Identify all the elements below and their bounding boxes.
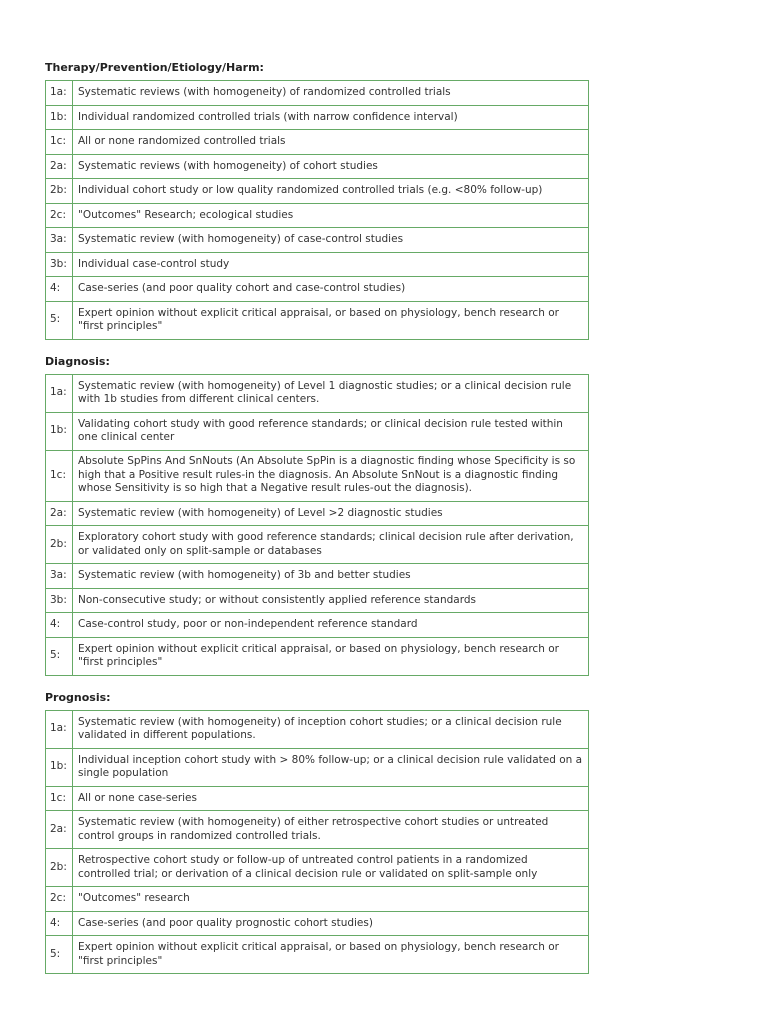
table-row <box>46 81 589 106</box>
table-row <box>46 412 589 450</box>
table-row <box>46 450 589 501</box>
table-row <box>46 637 589 675</box>
description-cell: Individual inception cohort study with > 80% follow-up; or a clinical decision rule validated on a single population <box>73 748 589 786</box>
table-row <box>46 811 589 849</box>
description-cell: Validating cohort study with good reference standards; or clinical decision rule tested within one clinical center <box>73 412 589 450</box>
table-row <box>46 588 589 613</box>
table-row <box>46 301 589 339</box>
level-cell: 4: <box>46 277 73 302</box>
level-cell: 1c: <box>46 786 73 811</box>
table-row <box>46 277 589 302</box>
level-cell: 2c: <box>46 203 73 228</box>
level-cell: 3a: <box>46 564 73 589</box>
description-cell: Individual randomized controlled trials (with narrow confidence interval) <box>73 105 589 130</box>
description-cell: Systematic review (with homogeneity) of case-control studies <box>73 228 589 253</box>
description-cell: Systematic reviews (with homogeneity) of cohort studies <box>73 154 589 179</box>
level-cell: 2b: <box>46 849 73 887</box>
table-row <box>46 228 589 253</box>
description-cell: Exploratory cohort study with good reference standards; clinical decision rule after derivation, or validated only on split-sample or databases <box>73 526 589 564</box>
table-row <box>46 564 589 589</box>
level-cell: 4: <box>46 911 73 936</box>
level-cell: 2a: <box>46 501 73 526</box>
description-cell: Systematic review (with homogeneity) of Level 1 diagnostic studies; or a clinical decision rule with 1b studies from different clinical centers. <box>73 374 589 412</box>
level-cell: 1c: <box>46 450 73 501</box>
level-cell: 2a: <box>46 811 73 849</box>
table-row <box>46 130 589 155</box>
section-title-prognosis: Prognosis: <box>45 690 111 704</box>
table-row <box>46 374 589 412</box>
table-row <box>46 154 589 179</box>
level-cell: 2b: <box>46 526 73 564</box>
description-cell: Case-series (and poor quality cohort and case-control studies) <box>73 277 589 302</box>
level-cell: 2c: <box>46 887 73 912</box>
level-cell: 1b: <box>46 105 73 130</box>
table-row <box>46 911 589 936</box>
level-cell: 2a: <box>46 154 73 179</box>
level-cell: 5: <box>46 301 73 339</box>
evidence-table-prognosis <box>45 710 589 975</box>
level-cell: 4: <box>46 613 73 638</box>
table-row <box>46 786 589 811</box>
table-row <box>46 748 589 786</box>
description-cell: Expert opinion without explicit critical appraisal, or based on physiology, bench research or "first principles" <box>73 637 589 675</box>
level-cell: 1b: <box>46 412 73 450</box>
table-row <box>46 179 589 204</box>
description-cell: All or none randomized controlled trials <box>73 130 589 155</box>
description-cell: Individual cohort study or low quality randomized controlled trials (e.g. <80% follow-up) <box>73 179 589 204</box>
description-cell: Systematic review (with homogeneity) of Level >2 diagnostic studies <box>73 501 589 526</box>
table-row <box>46 849 589 887</box>
level-cell: 1b: <box>46 748 73 786</box>
table-row <box>46 613 589 638</box>
evidence-table-diagnosis <box>45 374 589 676</box>
description-cell: "Outcomes" research <box>73 887 589 912</box>
level-cell: 3a: <box>46 228 73 253</box>
table-row <box>46 203 589 228</box>
description-cell: Systematic review (with homogeneity) of 3b and better studies <box>73 564 589 589</box>
table-row <box>46 252 589 277</box>
table-row <box>46 526 589 564</box>
level-cell: 1c: <box>46 130 73 155</box>
level-cell: 1a: <box>46 81 73 106</box>
table-row <box>46 887 589 912</box>
level-cell: 1a: <box>46 710 73 748</box>
description-cell: Retrospective cohort study or follow-up of untreated control patients in a randomized controlled trial; or derivation of a clinical decision rule or validated on split-sample only <box>73 849 589 887</box>
description-cell: Expert opinion without explicit critical appraisal, or based on physiology, bench research or "first principles" <box>73 301 589 339</box>
level-cell: 3b: <box>46 252 73 277</box>
description-cell: All or none case-series <box>73 786 589 811</box>
level-cell: 3b: <box>46 588 73 613</box>
table-row <box>46 105 589 130</box>
description-cell: Non-consecutive study; or without consistently applied reference standards <box>73 588 589 613</box>
section-title-therapy: Therapy/Prevention/Etiology/Harm: <box>45 61 264 74</box>
evidence-table-therapy <box>45 80 589 340</box>
level-cell: 5: <box>46 637 73 675</box>
level-cell: 1a: <box>46 374 73 412</box>
description-cell: "Outcomes" Research; ecological studies <box>73 203 589 228</box>
table-row <box>46 710 589 748</box>
description-cell: Case-control study, poor or non-independent reference standard <box>73 613 589 638</box>
table-row <box>46 936 589 974</box>
description-cell: Systematic reviews (with homogeneity) of randomized controlled trials <box>73 81 589 106</box>
section-title-diagnosis: Diagnosis: <box>45 354 110 368</box>
description-cell: Systematic review (with homogeneity) of either retrospective cohort studies or untreated control groups in randomized controlled trials. <box>73 811 589 849</box>
description-cell: Systematic review (with homogeneity) of inception cohort studies; or a clinical decision rule validated in different populations. <box>73 710 589 748</box>
description-cell: Individual case-control study <box>73 252 589 277</box>
level-cell: 2b: <box>46 179 73 204</box>
table-row <box>46 501 589 526</box>
evidence-levels-document <box>45 60 589 988</box>
description-cell: Case-series (and poor quality prognostic cohort studies) <box>73 911 589 936</box>
description-cell: Absolute SpPins And SnNouts (An Absolute SpPin is a diagnostic finding whose Specificity is so high that a Positive result rules-in the diagnosis. An Absolute SnNout is a diagnostic finding whose Sensitivity is so high that a Negative result rules-out the diagnosis). <box>73 450 589 501</box>
level-cell: 5: <box>46 936 73 974</box>
description-cell: Expert opinion without explicit critical appraisal, or based on physiology, bench research or "first principles" <box>73 936 589 974</box>
